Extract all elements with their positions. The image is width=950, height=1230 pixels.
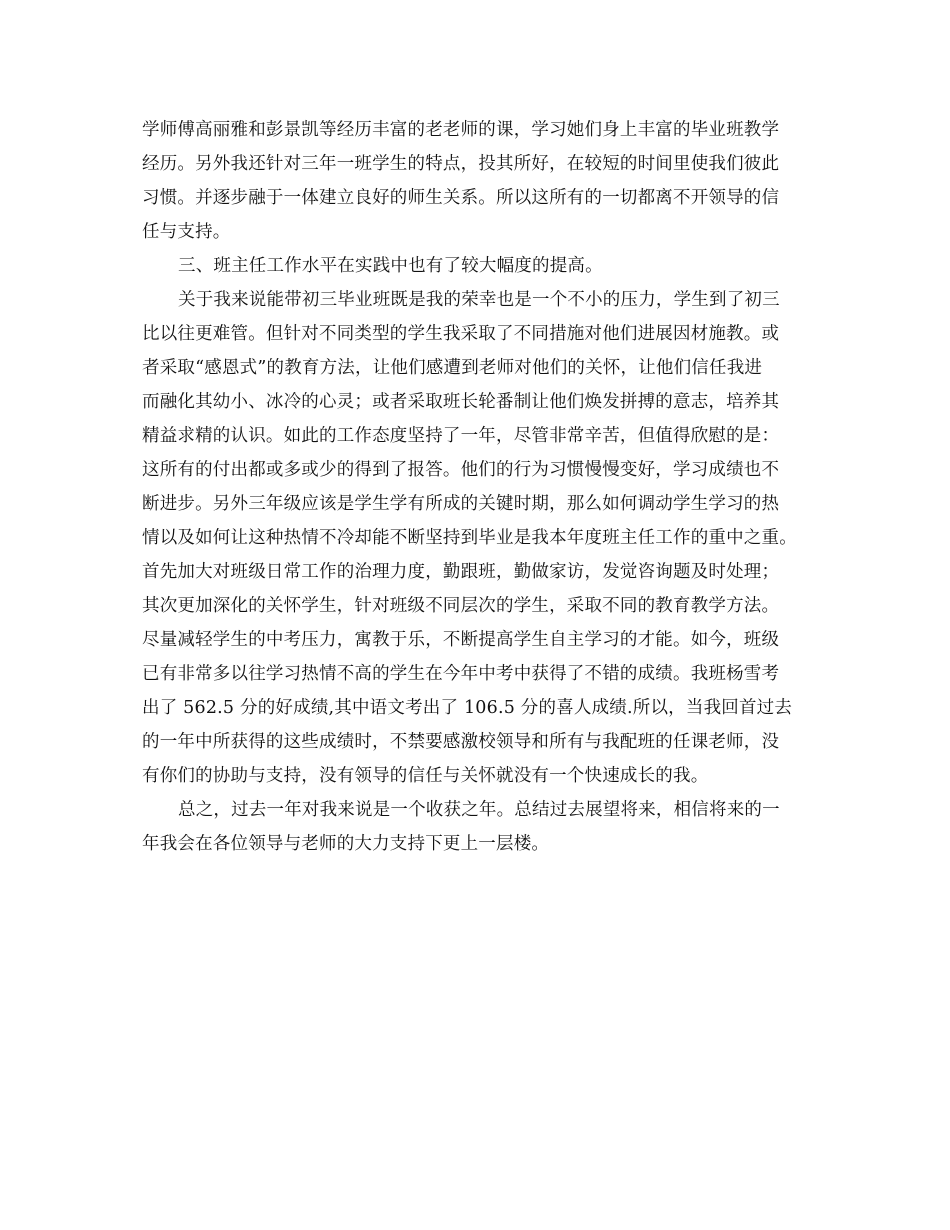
text-line: 其次更加深化的关怀学生，针对班级不同层次的学生，采取不同的教育教学方法。 <box>142 596 780 616</box>
text-line: 年我会在各位领导与老师的大力支持下更上一层楼。 <box>142 834 550 854</box>
text-line: 经历。另外我还针对三年一班学生的特点，投其所好，在较短的时间里使我们彼此 <box>142 154 780 174</box>
text-line: 首先加大对班级日常工作的治理力度，勤跟班，勤做家访，发觉咨询题及时处理； <box>142 562 780 582</box>
paragraph <box>142 249 822 283</box>
text-line: 出了 562.5 分的好成绩,其中语文考出了 106.5 分的喜人成绩.所以，当我回首过去 <box>142 698 793 718</box>
text-line: 总之，过去一年对我来说是一个收获之年。总结过去展望将来，相信将来的一 <box>178 800 780 820</box>
text-line: 有你们的协助与支持，没有领导的信任与关怀就没有一个快速成长的我。 <box>142 766 709 786</box>
text-line: 而融化其幼小、冰冷的心灵；或者采取班长轮番制让他们焕发拼搏的意志，培养其 <box>142 392 780 412</box>
text-line: 情以及如何让这种热情不冷却能不断坚持到毕业是我本年度班主任工作的重中之重。 <box>142 528 797 548</box>
text-line: 尽量减轻学生的中考压力，寓教于乐，不断提高学生自主学习的才能。如今，班级 <box>142 630 780 650</box>
text-line: 习惯。并逐步融于一体建立良好的师生关系。所以这所有的一切都离不开领导的信 <box>142 188 780 208</box>
text-line: 学师傅高丽雅和彭景凯等经历丰富的老老师的课，学习她们身上丰富的毕业班教学 <box>142 120 780 140</box>
text-line: 关于我来说能带初三毕业班既是我的荣幸也是一个不小的压力，学生到了初三 <box>178 290 780 310</box>
text-line: 已有非常多以往学习热情不高的学生在今年中考中获得了不错的成绩。我班杨雪考 <box>142 664 780 684</box>
text-line: 精益求精的认识。如此的工作态度坚持了一年，尽管非常辛苦，但值得欣慰的是： <box>142 426 780 446</box>
text-line: 者采取“感恩式”的教育方法，让他们感遭到老师对他们的关怀，让他们信任我进 <box>142 358 763 378</box>
paragraph <box>142 283 822 793</box>
text-line: 三、班主任工作水平在实践中也有了较大幅度的提高。 <box>178 256 603 276</box>
document-body <box>142 113 822 861</box>
text-line: 任与支持。 <box>142 222 231 242</box>
paragraph <box>142 793 822 861</box>
text-line: 这所有的付出都或多或少的得到了报答。他们的行为习惯慢慢变好，学习成绩也不 <box>142 460 780 480</box>
text-line: 比以往更难管。但针对不同类型的学生我采取了不同措施对他们进展因材施教。或 <box>142 324 780 344</box>
text-line: 断进步。另外三年级应该是学生学有所成的关键时期，那么如何调动学生学习的热 <box>142 494 780 514</box>
text-line: 的一年中所获得的这些成绩时，不禁要感激校领导和所有与我配班的任课老师，没 <box>142 732 780 752</box>
paragraph <box>142 113 822 249</box>
